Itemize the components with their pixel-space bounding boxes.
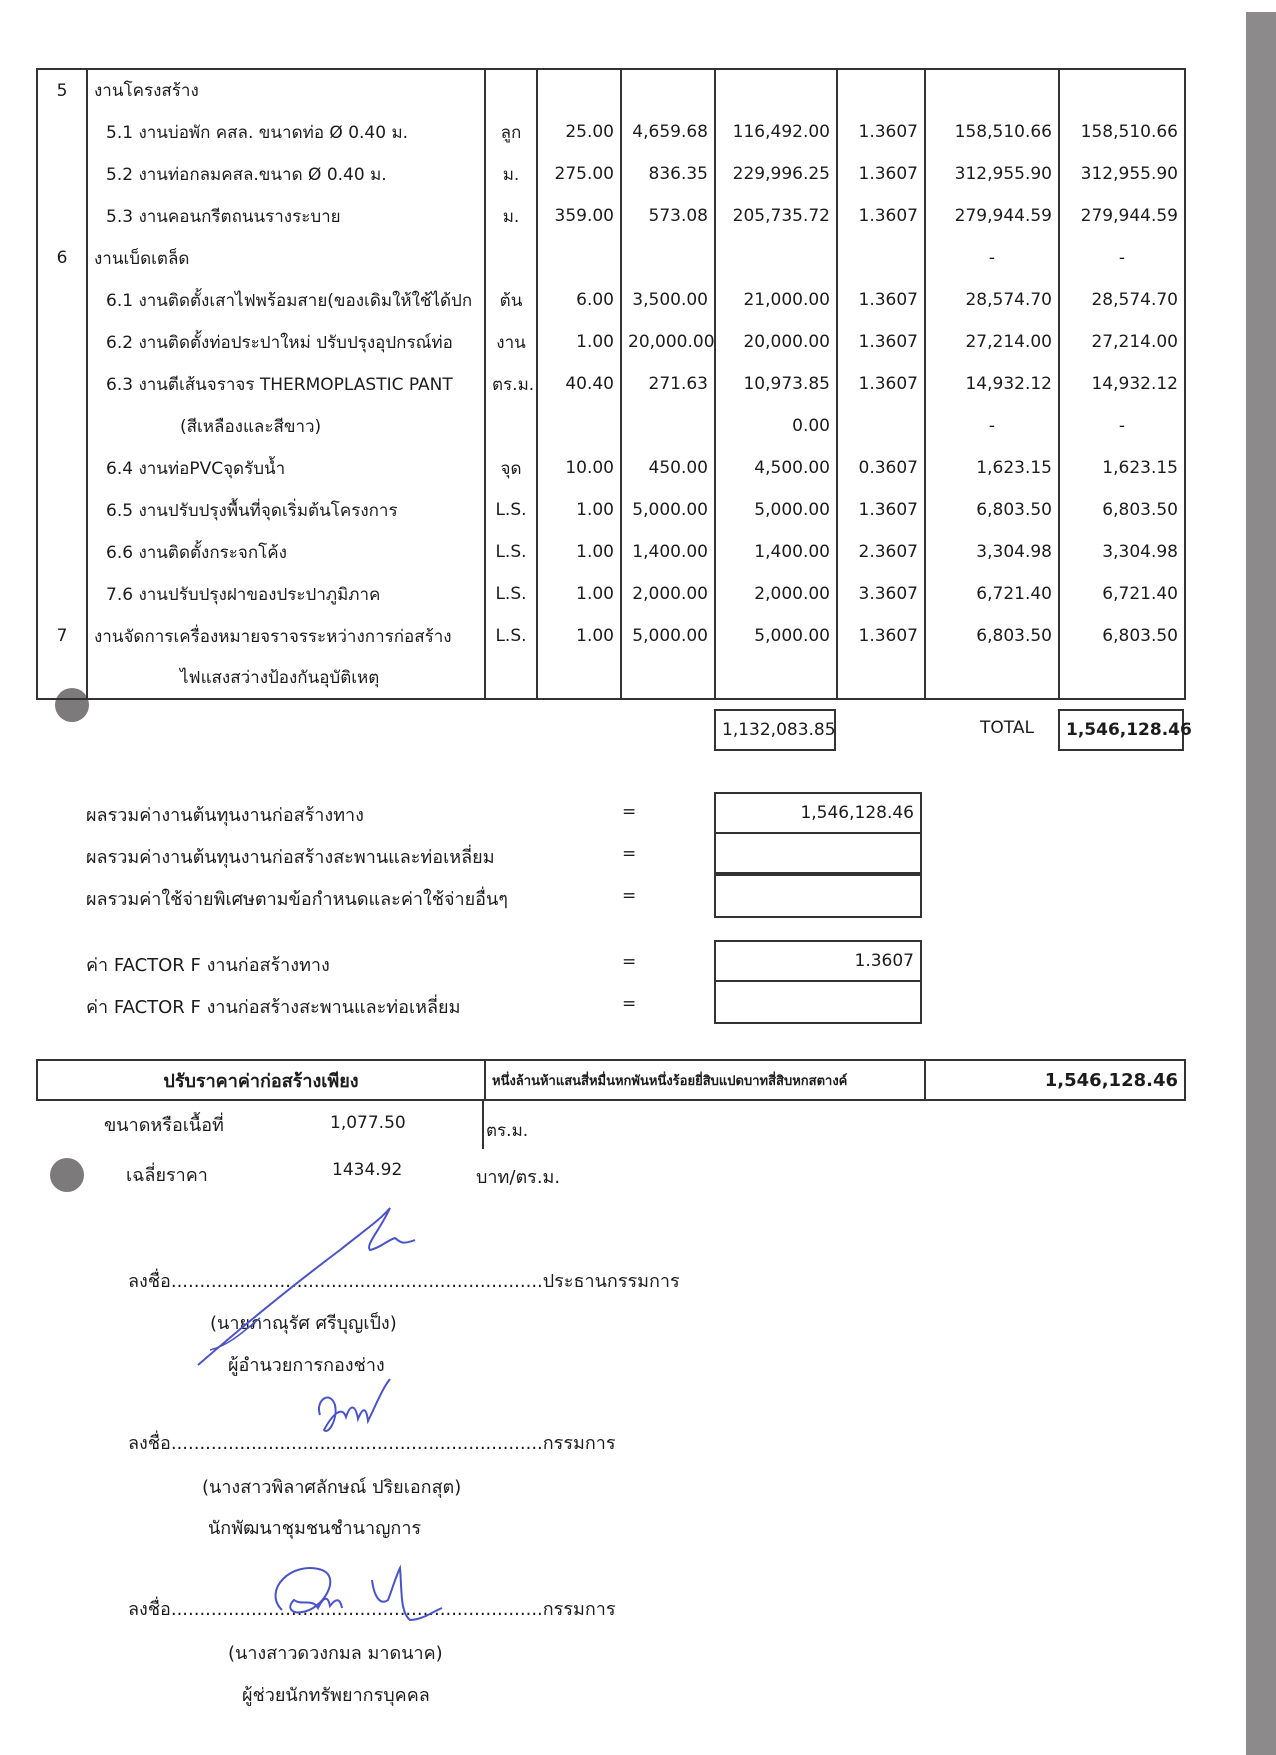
- factored-total-cell: 312,955.90: [925, 153, 1059, 195]
- unit-cell: ม.: [485, 195, 537, 237]
- quantity-cell: 275.00: [537, 153, 621, 195]
- unit-price-cell: 1,400.00: [621, 531, 715, 573]
- item-description: 6.4 งานท่อPVCจุดรับน้ำ: [87, 447, 485, 489]
- row-number: [37, 195, 87, 237]
- avg-unit: บาท/ตร.ม.: [476, 1167, 561, 1188]
- price-divider: [482, 1101, 484, 1149]
- amount-cell: 4,500.00: [715, 447, 837, 489]
- item-description: ไฟแสงสว่างป้องกันอุบัติเหตุ: [87, 657, 485, 699]
- total-label: TOTAL: [980, 718, 1034, 738]
- item-description: 5.2 งานท่อกลมคสล.ขนาด Ø 0.40 ม.: [87, 153, 485, 195]
- amount-cell: [715, 657, 837, 699]
- factor-cell: 0.3607: [837, 447, 925, 489]
- area-value: 1,077.50: [330, 1113, 406, 1133]
- factored-total-cell: 28,574.70: [925, 279, 1059, 321]
- row-number: [37, 489, 87, 531]
- row-number: [37, 363, 87, 405]
- row-sum-cell: 1,623.15: [1059, 447, 1185, 489]
- amount-cell: 1,400.00: [715, 531, 837, 573]
- factored-total-cell: -: [925, 237, 1059, 279]
- price-summary-table: [36, 1059, 1186, 1101]
- unit-cell: L.S.: [485, 489, 537, 531]
- quantity-cell: 10.00: [537, 447, 621, 489]
- amount-cell: [715, 237, 837, 279]
- unit-price-cell: 450.00: [621, 447, 715, 489]
- quantity-cell: 40.40: [537, 363, 621, 405]
- factor-cell: 1.3607: [837, 363, 925, 405]
- factor-cell: [837, 405, 925, 447]
- unit-price-cell: [621, 69, 715, 111]
- row-sum-cell: [1059, 657, 1185, 699]
- table-row: [37, 363, 1185, 405]
- row-number: 5: [37, 69, 87, 111]
- row-sum-cell: 3,304.98: [1059, 531, 1185, 573]
- equals-sign: =: [622, 844, 637, 864]
- avg-value: 1434.92: [332, 1160, 403, 1180]
- item-description: 6.2 งานติดตั้งท่อประปาใหม่ ปรับปรุงอุปกรณ์ท่อ: [87, 321, 485, 363]
- amount-cell: 116,492.00: [715, 111, 837, 153]
- factor-cell: [837, 69, 925, 111]
- quantity-cell: 25.00: [537, 111, 621, 153]
- unit-cell: จุด: [485, 447, 537, 489]
- unit-cell: L.S.: [485, 573, 537, 615]
- table-row: [37, 111, 1185, 153]
- row-sum-cell: -: [1059, 237, 1185, 279]
- factored-total-cell: 6,803.50: [925, 489, 1059, 531]
- table-row: [37, 531, 1185, 573]
- area-label: ขนาดหรือเนื้อที่: [104, 1115, 224, 1136]
- row-sum-cell: 279,944.59: [1059, 195, 1185, 237]
- unit-cell: [485, 237, 537, 279]
- row-number: [37, 153, 87, 195]
- row-number: [37, 321, 87, 363]
- row-number: 7: [37, 615, 87, 657]
- unit-price-cell: 4,659.68: [621, 111, 715, 153]
- row-number: [37, 279, 87, 321]
- unit-cell: ตร.ม.: [485, 363, 537, 405]
- unit-cell: [485, 405, 537, 447]
- factored-total-cell: [925, 69, 1059, 111]
- binder-edge: [1246, 12, 1276, 1755]
- row-sum-cell: [1059, 69, 1185, 111]
- table-row: [37, 237, 1185, 279]
- quantity-cell: 1.00: [537, 573, 621, 615]
- row-sum-cell: 312,955.90: [1059, 153, 1185, 195]
- row-number: [37, 657, 87, 699]
- factored-total-cell: -: [925, 405, 1059, 447]
- item-description: 7.6 งานปรับปรุงฝาของประปาภูมิภาค: [87, 573, 485, 615]
- row-sum-cell: 27,214.00: [1059, 321, 1185, 363]
- signature-line: ลงชื่อ.................................................................กรรมการ: [128, 1599, 616, 1620]
- table-row: [37, 321, 1185, 363]
- factor-value-box: [714, 980, 922, 1024]
- factored-total-cell: 158,510.66: [925, 111, 1059, 153]
- row-sum-cell: 158,510.66: [1059, 111, 1185, 153]
- signer-name: (นายภาณุรัศ ศรีบุญเป็ง): [210, 1313, 397, 1334]
- amount-cell: 5,000.00: [715, 615, 837, 657]
- quantity-cell: 1.00: [537, 531, 621, 573]
- quantity-cell: 1.00: [537, 615, 621, 657]
- row-number: [37, 405, 87, 447]
- table-row: [37, 447, 1185, 489]
- factor-cell: 1.3607: [837, 321, 925, 363]
- signature-line: ลงชื่อ.................................................................ประธานกรรมการ: [128, 1271, 680, 1292]
- amount-cell: 5,000.00: [715, 489, 837, 531]
- factor-cell: 1.3607: [837, 111, 925, 153]
- table-row: [37, 405, 1185, 447]
- table-row: [37, 69, 1185, 111]
- factor-cell: 2.3607: [837, 531, 925, 573]
- amount-cell: 21,000.00: [715, 279, 837, 321]
- summary-label: ผลรวมค่างานต้นทุนงานก่อสร้างทาง: [86, 805, 364, 826]
- item-description: 6.3 งานตีเส้นจราจร THERMOPLASTIC PANT: [87, 363, 485, 405]
- signature-line: ลงชื่อ.................................................................กรรมการ: [128, 1433, 616, 1454]
- unit-cell: ม.: [485, 153, 537, 195]
- factor-label: ค่า FACTOR F งานก่อสร้างทาง: [86, 955, 330, 976]
- price-value: 1,546,128.46: [925, 1060, 1185, 1100]
- item-description: 6.1 งานติดตั้งเสาไฟพร้อมสาย(ของเดิมให้ใช้ได้ปก: [87, 279, 485, 321]
- quantity-cell: [537, 405, 621, 447]
- summary-label: ผลรวมค่างานต้นทุนงานก่อสร้างสะพานและท่อเหลี่ยม: [86, 847, 495, 868]
- factor-cell: 1.3607: [837, 489, 925, 531]
- amount-cell: 20,000.00: [715, 321, 837, 363]
- table-row: [37, 615, 1185, 657]
- cost-table: [36, 68, 1186, 700]
- factored-total-cell: 1,623.15: [925, 447, 1059, 489]
- price-in-words: หนึ่งล้านห้าแสนสี่หมื่นหกพันหนึ่งร้อยยี่สิบแปดบาทสี่สิบหกสตางค์: [485, 1060, 925, 1100]
- row-number: [37, 531, 87, 573]
- table-row: [37, 279, 1185, 321]
- quantity-cell: 359.00: [537, 195, 621, 237]
- grand-total-box: 1,546,128.46: [1058, 709, 1184, 751]
- unit-cell: [485, 69, 537, 111]
- item-description: งานโครงสร้าง: [87, 69, 485, 111]
- amount-cell: 205,735.72: [715, 195, 837, 237]
- unit-cell: [485, 657, 537, 699]
- amount-sum-box: 1,132,083.85: [714, 709, 836, 751]
- row-sum-cell: -: [1059, 405, 1185, 447]
- table-row: [37, 195, 1185, 237]
- table-row: [37, 489, 1185, 531]
- unit-price-cell: 271.63: [621, 363, 715, 405]
- factor-cell: 1.3607: [837, 279, 925, 321]
- factor-value-box: 1.3607: [714, 940, 922, 982]
- equals-sign: =: [622, 802, 637, 822]
- signer-name: (นางสาวดวงกมล มาดนาค): [228, 1643, 443, 1664]
- quantity-cell: 1.00: [537, 489, 621, 531]
- table-row: [37, 657, 1185, 699]
- summary-value-box: [714, 874, 922, 918]
- unit-cell: L.S.: [485, 615, 537, 657]
- unit-cell: L.S.: [485, 531, 537, 573]
- area-unit: ตร.ม.: [486, 1121, 529, 1141]
- unit-price-cell: 836.35: [621, 153, 715, 195]
- price-label: ปรับราคาค่าก่อสร้างเพียง: [37, 1060, 485, 1100]
- factored-total-cell: 27,214.00: [925, 321, 1059, 363]
- row-number: 6: [37, 237, 87, 279]
- amount-cell: [715, 69, 837, 111]
- signer-title: ผู้ช่วยนักทรัพยากรบุคคล: [242, 1685, 430, 1706]
- unit-price-cell: 3,500.00: [621, 279, 715, 321]
- item-description: 6.6 งานติดตั้งกระจกโค้ง: [87, 531, 485, 573]
- unit-price-cell: [621, 657, 715, 699]
- unit-price-cell: 5,000.00: [621, 489, 715, 531]
- table-row: [37, 153, 1185, 195]
- item-description: งานจัดการเครื่องหมายจราจรระหว่างการก่อสร้าง: [87, 615, 485, 657]
- factored-total-cell: 279,944.59: [925, 195, 1059, 237]
- factored-total-cell: [925, 657, 1059, 699]
- row-sum-cell: 28,574.70: [1059, 279, 1185, 321]
- factor-cell: 3.3607: [837, 573, 925, 615]
- row-sum-cell: 6,803.50: [1059, 615, 1185, 657]
- quantity-cell: 1.00: [537, 321, 621, 363]
- signer-name: (นางสาวพิลาศลักษณ์ ปริยเอกสุต): [202, 1477, 462, 1498]
- factor-cell: 1.3607: [837, 615, 925, 657]
- equals-sign: =: [622, 886, 637, 906]
- factor-cell: [837, 657, 925, 699]
- signer-title: ผู้อำนวยการกองช่าง: [228, 1355, 385, 1376]
- unit-price-cell: [621, 237, 715, 279]
- unit-cell: งาน: [485, 321, 537, 363]
- unit-price-cell: 573.08: [621, 195, 715, 237]
- unit-price-cell: 2,000.00: [621, 573, 715, 615]
- unit-price-cell: 5,000.00: [621, 615, 715, 657]
- quantity-cell: [537, 69, 621, 111]
- row-sum-cell: 6,721.40: [1059, 573, 1185, 615]
- row-sum-cell: 14,932.12: [1059, 363, 1185, 405]
- unit-cell: ต้น: [485, 279, 537, 321]
- amount-cell: 229,996.25: [715, 153, 837, 195]
- factor-cell: 1.3607: [837, 153, 925, 195]
- quantity-cell: 6.00: [537, 279, 621, 321]
- signer-title: นักพัฒนาชุมชนชำนาญการ: [208, 1518, 422, 1539]
- row-sum-cell: 6,803.50: [1059, 489, 1185, 531]
- item-description: 6.5 งานปรับปรุงพื้นที่จุดเริ่มต้นโครงการ: [87, 489, 485, 531]
- amount-cell: 10,973.85: [715, 363, 837, 405]
- table-row: [37, 573, 1185, 615]
- factored-total-cell: 6,803.50: [925, 615, 1059, 657]
- quantity-cell: [537, 657, 621, 699]
- item-description: 5.1 งานบ่อพัก คสล. ขนาดท่อ Ø 0.40 ม.: [87, 111, 485, 153]
- unit-cell: ลูก: [485, 111, 537, 153]
- row-number: [37, 573, 87, 615]
- item-description: 5.3 งานคอนกรีตถนนรางระบาย: [87, 195, 485, 237]
- factor-cell: [837, 237, 925, 279]
- factored-total-cell: 3,304.98: [925, 531, 1059, 573]
- item-description: งานเบ็ดเตล็ด: [87, 237, 485, 279]
- factor-cell: 1.3607: [837, 195, 925, 237]
- factored-total-cell: 14,932.12: [925, 363, 1059, 405]
- amount-cell: 0.00: [715, 405, 837, 447]
- avg-label: เฉลี่ยราคา: [126, 1165, 208, 1186]
- row-number: [37, 447, 87, 489]
- summary-value-box: 1,546,128.46: [714, 792, 922, 834]
- amount-cell: 2,000.00: [715, 573, 837, 615]
- item-description: (สีเหลืองและสีขาว): [87, 405, 485, 447]
- row-number: [37, 111, 87, 153]
- unit-price-cell: [621, 405, 715, 447]
- quantity-cell: [537, 237, 621, 279]
- equals-sign: =: [622, 952, 637, 972]
- unit-price-cell: 20,000.00: [621, 321, 715, 363]
- summary-label: ผลรวมค่าใช้จ่ายพิเศษตามข้อกำหนดและค่าใช้จ่ายอื่นๆ: [86, 889, 508, 910]
- summary-value-box: [714, 832, 922, 874]
- punch-hole-bottom: [50, 1158, 84, 1192]
- factor-label: ค่า FACTOR F งานก่อสร้างสะพานและท่อเหลี่ยม: [86, 997, 461, 1018]
- factored-total-cell: 6,721.40: [925, 573, 1059, 615]
- equals-sign: =: [622, 994, 637, 1014]
